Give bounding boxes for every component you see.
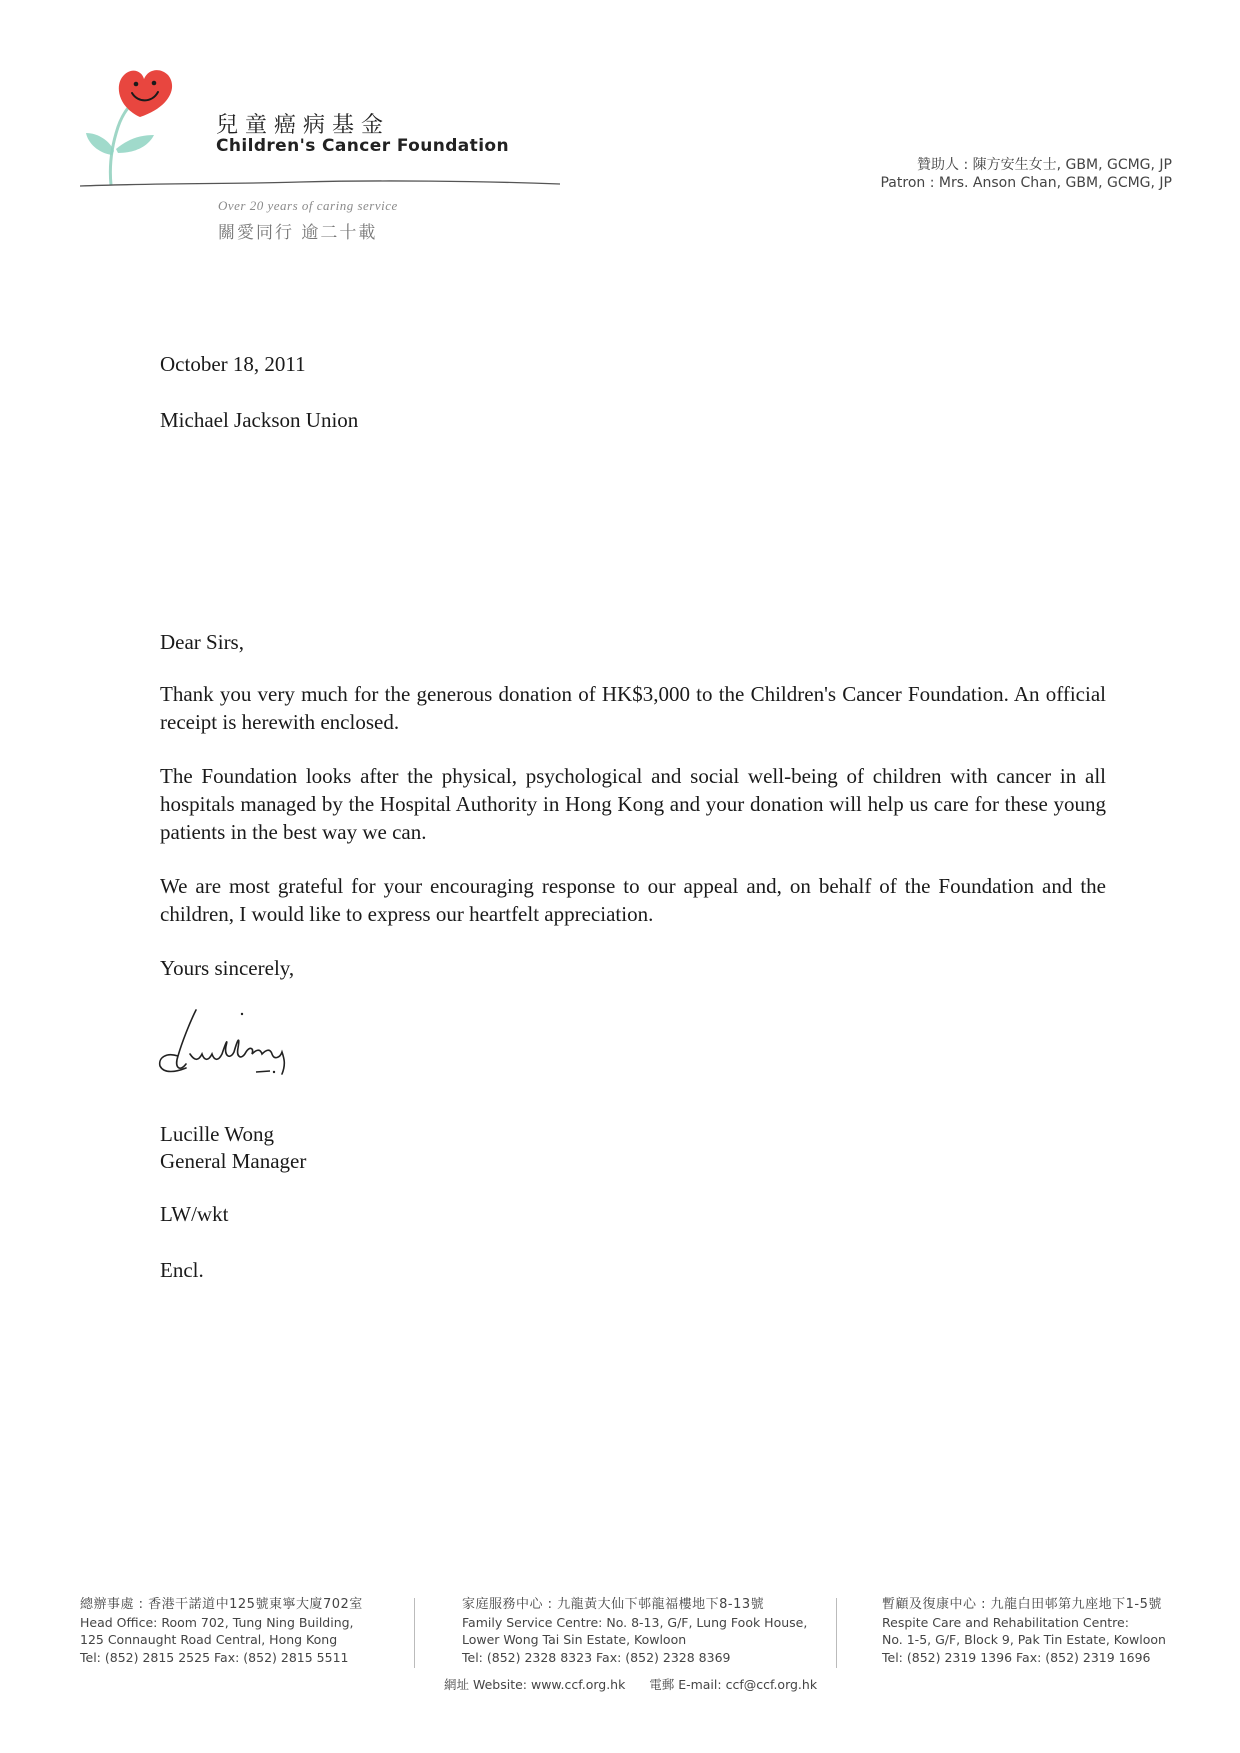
footer-respite-centre [882,1596,1166,1666]
signer-title: General Manager [160,1149,307,1173]
family-centre-contact: Tel: (852) 2328 8323 Fax: (852) 2328 8369 [462,1649,731,1665]
org-name-english: Children's Cancer Foundation [216,136,510,156]
footer-divider [414,1598,415,1668]
header-divider [80,178,560,190]
body-paragraph: The Foundation looks after the physical, psychological and social well-being of children with cancer in all hospitals managed by the Hospital Authority in Hong Kong and your donation will help us care for these young patients in the best way we can. [160,764,1106,844]
footer-web-contact [444,1675,821,1693]
respite-centre-contact: Tel: (852) 2319 1396 Fax: (852) 2319 1696 [882,1649,1151,1665]
head-office-line: 125 Connaught Road Central, Hong Kong [80,1632,338,1647]
footer-divider [836,1598,837,1668]
respite-centre-line: Respite Care and Rehabilitation Centre: [882,1614,1129,1630]
footer-family-centre [462,1596,807,1666]
head-office-line: Head Office: Room 702, Tung Ning Building, [80,1614,354,1630]
patron-english: Patron : Mrs. Anson Chan, GBM, GCMG, JP [880,175,1172,191]
family-centre-chinese: 家庭服務中心 : 九龍黃大仙下邨龍福樓地下8-13號 [462,1597,765,1612]
letter-date: October 18, 2011 [160,352,306,376]
body-paragraph: Thank you very much for the generous donation of HK$3,000 to the Children's Cancer Foundation. An official receipt is herewith enclosed. [160,682,1106,734]
family-centre-line: Lower Wong Tai Sin Estate, Kowloon [462,1632,687,1647]
footer-head-office [80,1596,363,1666]
org-name-chinese: 兒童癌病基金 [216,113,391,138]
respite-centre-chinese: 暫顧及復康中心 : 九龍白田邨第九座地下1-5號 [882,1597,1162,1612]
body-paragraph: We are most grateful for your encouraging response to our appeal and, on behalf of the Foundation and the children, I would like to express our heartfelt appreciation. [160,874,1106,926]
heart-flower-icon [78,55,188,190]
recipient: Michael Jackson Union [160,408,359,432]
respite-centre-line: No. 1-5, G/F, Block 9, Pak Tin Estate, Kowloon [882,1632,1166,1647]
signature [156,1002,346,1092]
reference-initials: LW/wkt [160,1202,229,1226]
head-office-contact: Tel: (852) 2815 2525 Fax: (852) 2815 5511 [80,1649,349,1665]
tagline-chinese: 關愛同行 逾二十載 [218,223,378,243]
signer-name: Lucille Wong [160,1122,274,1146]
patron-chinese: 贊助人 : 陳方安生女士, GBM, GCMG, JP [917,157,1172,173]
website-link[interactable]: 網址 Website: www.ccf.org.hk [444,1677,626,1692]
salutation: Dear Sirs, [160,630,244,654]
tagline-english: Over 20 years of caring service [218,198,398,213]
enclosure-note: Encl. [160,1258,204,1282]
email-link[interactable]: 電郵 E-mail: ccf@ccf.org.hk [649,1677,818,1692]
family-centre-line: Family Service Centre: No. 8-13, G/F, Lung Fook House, [462,1614,808,1630]
head-office-chinese: 總辦事處 : 香港干諾道中125號東寧大廈702室 [80,1597,363,1612]
closing: Yours sincerely, [160,956,295,980]
